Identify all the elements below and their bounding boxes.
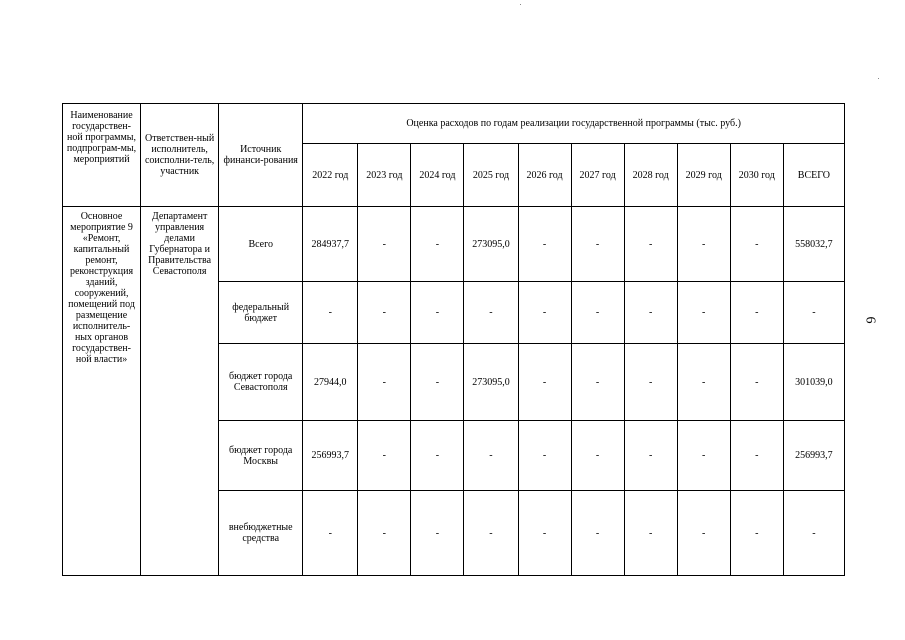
value-cell: 273095,0 [464,207,518,282]
value-cell: - [464,282,518,344]
value-cell: - [624,282,677,344]
value-cell: - [677,282,730,344]
total-cell: 301039,0 [783,344,844,421]
value-cell: - [518,491,571,576]
total-cell: - [783,282,844,344]
header-year: 2025 год [464,144,518,207]
value-cell: - [358,344,411,421]
header-year: 2022 год [303,144,358,207]
value-cell: - [411,207,464,282]
scan-speck [878,78,879,79]
value-cell: 27944,0 [303,344,358,421]
value-cell: - [624,421,677,491]
header-year: 2028 год [624,144,677,207]
header-year: 2023 год [358,144,411,207]
value-cell: - [571,207,624,282]
value-cell: - [411,344,464,421]
header-source: Источник финанси-рования [219,104,303,207]
value-cell: - [624,207,677,282]
value-cell: - [464,491,518,576]
value-cell: - [677,491,730,576]
header-program: Наименование государствен-ной программы, подпрограм-мы, мероприятий [63,104,141,207]
value-cell: - [411,491,464,576]
value-cell: - [677,421,730,491]
value-cell: - [518,207,571,282]
value-cell: - [571,282,624,344]
page-number: 6 [862,316,878,324]
source-cell: Всего [219,207,303,282]
value-cell: - [677,344,730,421]
value-cell: - [303,491,358,576]
value-cell: - [464,421,518,491]
value-cell: - [730,421,783,491]
header-total: ВСЕГО [783,144,844,207]
value-cell: - [518,421,571,491]
value-cell: - [730,491,783,576]
header-executor: Ответствен-ный исполнитель, соисполни-тель, участник [141,104,219,207]
value-cell: - [411,421,464,491]
value-cell: - [730,282,783,344]
header-estimate: Оценка расходов по годам реализации государственной программы (тыс. руб.) [303,104,845,144]
budget-table [62,103,845,576]
value-cell: - [571,491,624,576]
source-cell: внебюджетные средства [219,491,303,576]
scan-speck [520,4,521,5]
header-year: 2024 год [411,144,464,207]
total-cell: 558032,7 [783,207,844,282]
total-cell: 256993,7 [783,421,844,491]
value-cell: - [358,282,411,344]
value-cell: - [358,491,411,576]
source-cell: бюджет города Москвы [219,421,303,491]
value-cell: 273095,0 [464,344,518,421]
table-row [63,207,845,282]
program-name: Основное мероприятие 9 «Ремонт, капитальный ремонт, реконструкция зданий, сооружений, помещений под размещение исполнитель-ных органов государствен-ной власти» [63,207,141,576]
value-cell: - [730,344,783,421]
total-cell: - [783,491,844,576]
value-cell: - [303,282,358,344]
value-cell: - [518,344,571,421]
value-cell: - [677,207,730,282]
value-cell: - [358,421,411,491]
value-cell: - [358,207,411,282]
value-cell: 284937,7 [303,207,358,282]
value-cell: - [624,491,677,576]
value-cell: - [571,421,624,491]
value-cell: 256993,7 [303,421,358,491]
header-year: 2026 год [518,144,571,207]
header-year: 2027 год [571,144,624,207]
executor-name: Департамент управления делами Губернатора и Правительства Севастополя [141,207,219,576]
header-year: 2030 год [730,144,783,207]
header-year: 2029 год [677,144,730,207]
value-cell: - [624,344,677,421]
value-cell: - [411,282,464,344]
value-cell: - [518,282,571,344]
value-cell: - [571,344,624,421]
source-cell: федеральный бюджет [219,282,303,344]
source-cell: бюджет города Севастополя [219,344,303,421]
value-cell: - [730,207,783,282]
